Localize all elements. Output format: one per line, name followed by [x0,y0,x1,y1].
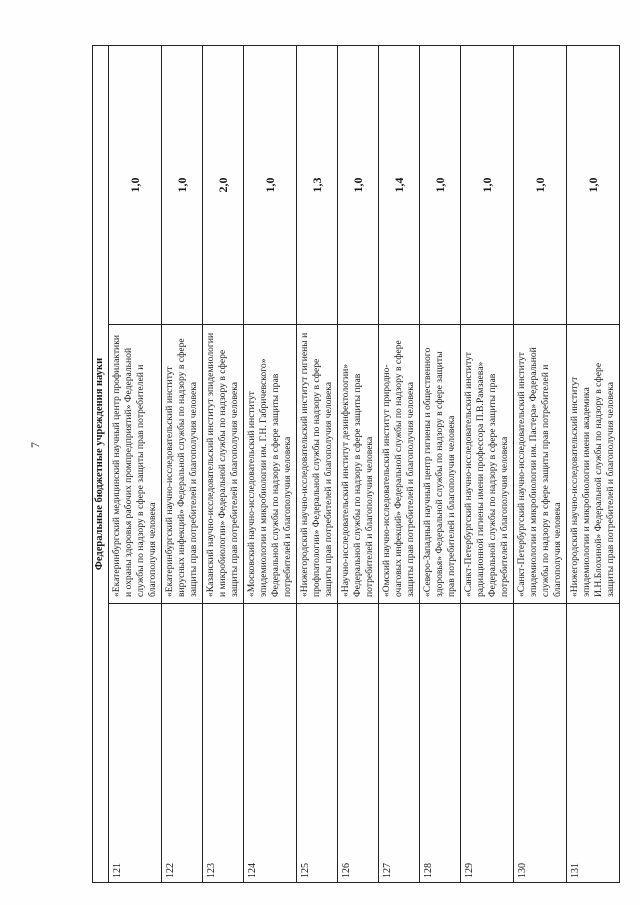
table-row [109,46,162,883]
row-value: 1,0 [338,46,379,325]
row-number: 127 [379,604,420,883]
institution-name: «Научно-исследовательский институт дезинфектологии» Федеральной службы по надзору в сфере защиты прав потребителей и благополучия человека [338,325,379,604]
row-number: 129 [461,604,514,883]
table-row [420,46,461,883]
row-number: 125 [297,604,338,883]
table-row [461,46,514,883]
institution-name: «Московский научно-исследовательский институт эпидемиологии и микробиологии им. Г.Н. Габричевского» Федеральной службы по надзору в сфере защиты прав потребителей и благополучия человека [244,325,297,604]
page-number: 7 [28,442,42,448]
institution-name: «Санкт-Петербургский научно-исследовательский институт радиационной гигиены имени профессора П.В.Рамзаева» Федеральной службы по надзору в сфере защиты прав потребителей и благополучия человека [461,325,514,604]
row-value: 1,0 [514,46,567,325]
institution-name: «Казанский научно-исследовательский институт эпидемиологии и микробиологии» Федеральной службы по надзору в сфере защиты прав потребителей и благополучия человека [203,325,244,604]
institution-name: «Нижегородский научно-исследовательский институт эпидемиологии и микробиологии имени академика И.Н.Блохиной» Федеральной службы по надзору в сфере защиты прав потребителей и благополучия человека [567,325,620,604]
row-number: 124 [244,604,297,883]
table-body [109,46,620,883]
table-row [244,46,297,883]
row-number: 128 [420,604,461,883]
row-value: 1,0 [244,46,297,325]
row-number: 131 [567,604,620,883]
table-row [297,46,338,883]
institutions-table [92,45,620,883]
row-value: 1,0 [567,46,620,325]
table-row [379,46,420,883]
table-row [338,46,379,883]
row-number: 123 [203,604,244,883]
row-value: 1,0 [109,46,162,325]
row-value: 1,3 [297,46,338,325]
institution-name: «Екатеринбургский научно-исследовательский институт вирусных инфекций» Федеральной службы по надзору в сфере защиты прав потребителей и благополучия человека [162,325,203,604]
table-row [162,46,203,883]
row-number: 121 [109,604,162,883]
rotated-page [92,45,616,883]
institution-name: «Северо-Западный научный центр гигиены и общественного здоровья» Федеральной службы по надзору в сфере защиты прав потребителей и благополучия человека [420,325,461,604]
table-row [567,46,620,883]
row-value: 1,4 [379,46,420,325]
row-number: 126 [338,604,379,883]
section-title: Федеральные бюджетные учреждения науки [93,46,109,883]
row-value: 1,0 [420,46,461,325]
row-value: 1,0 [461,46,514,325]
row-value: 1,0 [162,46,203,325]
row-value: 2,0 [203,46,244,325]
institution-name: «Омский научно-исследовательский институт природно-очаговых инфекций» Федеральной службы по надзору в сфере защиты прав потребителей и благополучия человека [379,325,420,604]
table-row [514,46,567,883]
row-number: 130 [514,604,567,883]
table-row [203,46,244,883]
row-number: 122 [162,604,203,883]
institution-name: «Санкт-Петербургский научно-исследовательский институт эпидемиологии и микробиологии им. Пастера» Федеральной службы по надзору в сфере защиты прав потребителей и благополучия человека [514,325,567,604]
institution-name: «Нижегородский научно-исследовательский институт гигиены и профпатологии» Федеральной службы по надзору в сфере защиты прав потребителей и благополучия человека [297,325,338,604]
institution-name: «Екатеринбургский медицинский научный центр профилактики и охраны здоровья рабочих промпредприятий» Федеральной службы по надзору в сфере защиты прав потребителей и благополучия человека [109,325,162,604]
